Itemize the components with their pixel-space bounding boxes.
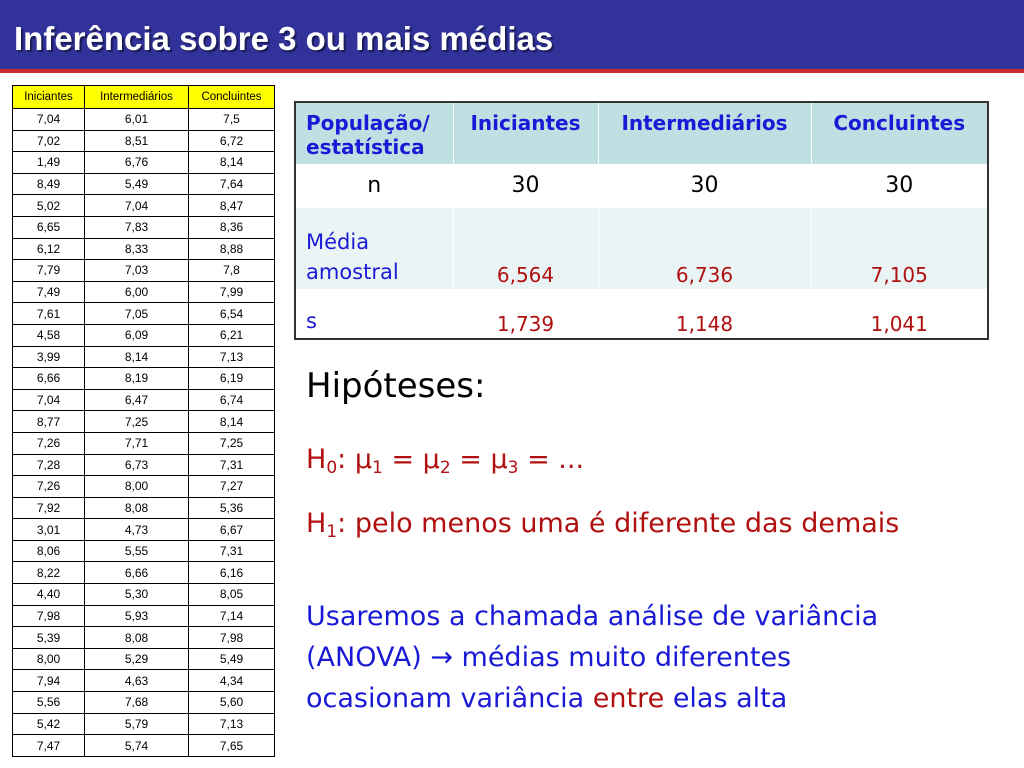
raw-data-cell: 4,73 xyxy=(85,519,189,541)
raw-data-cell: 6,74 xyxy=(189,389,275,411)
raw-data-cell: 5,02 xyxy=(13,195,85,217)
raw-data-cell: 6,12 xyxy=(13,238,85,260)
raw-data-cell: 6,47 xyxy=(85,389,189,411)
raw-data-cell: 6,66 xyxy=(85,562,189,584)
mu-subscript: 3 xyxy=(507,458,519,478)
raw-data-cell: 7,28 xyxy=(13,454,85,476)
raw-data-cell: 7,25 xyxy=(189,432,275,454)
raw-data-row xyxy=(13,648,275,670)
raw-data-cell: 8,49 xyxy=(13,173,85,195)
summary-header-concluintes: Concluintes xyxy=(811,102,988,164)
raw-data-cell: 7,8 xyxy=(189,260,275,282)
anova-line3b: elas alta xyxy=(664,683,788,714)
summary-header-population xyxy=(295,102,453,164)
raw-data-cell: 7,49 xyxy=(13,281,85,303)
raw-data-cell: 8,05 xyxy=(189,584,275,606)
header-stat-text: estatística xyxy=(306,135,425,159)
title-divider xyxy=(0,69,1024,73)
raw-data-cell: 6,16 xyxy=(189,562,275,584)
anova-explanation xyxy=(306,596,1006,719)
mean-label-line1: Média xyxy=(306,229,370,254)
raw-data-cell: 7,31 xyxy=(189,454,275,476)
summary-header-iniciantes: Iniciantes xyxy=(453,102,598,164)
raw-data-cell: 7,04 xyxy=(13,109,85,131)
raw-data-cell: 4,63 xyxy=(85,670,189,692)
raw-data-cell: 7,83 xyxy=(85,216,189,238)
raw-data-row xyxy=(13,368,275,390)
s-label: s xyxy=(295,289,453,339)
h0-letter: H xyxy=(306,444,327,475)
raw-data-row xyxy=(13,411,275,433)
raw-data-cell: 6,19 xyxy=(189,368,275,390)
summary-row-n xyxy=(295,164,988,207)
s-value: 1,148 xyxy=(598,289,811,339)
raw-data-row xyxy=(13,519,275,541)
raw-data-cell: 5,36 xyxy=(189,497,275,519)
raw-data-row xyxy=(13,303,275,325)
raw-data-cell: 7,79 xyxy=(13,260,85,282)
raw-data-cell: 7,5 xyxy=(189,109,275,131)
raw-data-cell: 6,65 xyxy=(13,216,85,238)
slide-title: Inferência sobre 3 ou mais médias xyxy=(14,20,554,57)
mean-value: 6,736 xyxy=(598,207,811,289)
raw-data-cell: 8,22 xyxy=(13,562,85,584)
raw-header-concluintes: Concluintes xyxy=(189,86,275,109)
raw-data-cell: 8,06 xyxy=(13,540,85,562)
n-value: 30 xyxy=(811,164,988,207)
raw-data-cell: 6,76 xyxy=(85,152,189,174)
raw-data-cell: 7,26 xyxy=(13,476,85,498)
raw-data-cell: 6,73 xyxy=(85,454,189,476)
anova-line1: Usaremos a chamada análise de variância xyxy=(306,601,879,632)
summary-header-intermediarios: Intermediários xyxy=(598,102,811,164)
raw-data-cell: 8,19 xyxy=(85,368,189,390)
raw-data-row xyxy=(13,195,275,217)
raw-data-cell: 5,79 xyxy=(85,713,189,735)
alternative-hypothesis xyxy=(306,508,899,542)
raw-data-cell: 8,33 xyxy=(85,238,189,260)
equality-text: = ... xyxy=(518,444,585,475)
raw-data-cell: 7,05 xyxy=(85,303,189,325)
raw-data-cell: 6,01 xyxy=(85,109,189,131)
raw-data-cell: 6,72 xyxy=(189,130,275,152)
mu-symbol: μ xyxy=(422,444,440,475)
raw-data-cell: 3,99 xyxy=(13,346,85,368)
raw-data-cell: 8,14 xyxy=(189,152,275,174)
hypotheses-heading: Hipóteses: xyxy=(306,366,486,406)
raw-data-cell: 6,00 xyxy=(85,281,189,303)
h1-text: : pelo menos uma é diferente das demais xyxy=(337,508,900,539)
h1-letter: H xyxy=(306,508,327,539)
raw-data-cell: 7,02 xyxy=(13,130,85,152)
raw-data-cell: 8,08 xyxy=(85,497,189,519)
h0-colon: : xyxy=(337,444,347,475)
raw-data-cell: 7,14 xyxy=(189,605,275,627)
raw-data-row xyxy=(13,454,275,476)
raw-data-cell: 7,98 xyxy=(189,627,275,649)
raw-data-cell: 7,99 xyxy=(189,281,275,303)
raw-data-cell: 7,92 xyxy=(13,497,85,519)
n-value: 30 xyxy=(598,164,811,207)
raw-data-cell: 6,66 xyxy=(13,368,85,390)
raw-data-cell: 7,13 xyxy=(189,346,275,368)
raw-data-cell: 5,55 xyxy=(85,540,189,562)
title-bar xyxy=(0,0,1024,69)
raw-data-row xyxy=(13,346,275,368)
raw-data-cell: 6,54 xyxy=(189,303,275,325)
raw-data-cell: 5,49 xyxy=(85,173,189,195)
raw-data-cell: 5,39 xyxy=(13,627,85,649)
raw-data-row xyxy=(13,627,275,649)
raw-data-row xyxy=(13,130,275,152)
raw-data-cell: 7,27 xyxy=(189,476,275,498)
h1-subscript: 1 xyxy=(326,522,338,542)
raw-header-row xyxy=(13,86,275,109)
raw-data-cell: 5,93 xyxy=(85,605,189,627)
raw-data-row xyxy=(13,735,275,757)
raw-data-cell: 6,09 xyxy=(85,324,189,346)
raw-data-cell: 5,74 xyxy=(85,735,189,757)
raw-data-cell: 5,42 xyxy=(13,713,85,735)
summary-row-mean xyxy=(295,207,988,289)
raw-data-cell: 8,51 xyxy=(85,130,189,152)
raw-data-row xyxy=(13,238,275,260)
raw-data-row xyxy=(13,713,275,735)
raw-data-cell: 4,40 xyxy=(13,584,85,606)
raw-data-cell: 7,47 xyxy=(13,735,85,757)
mean-label xyxy=(295,207,453,289)
raw-data-cell: 8,47 xyxy=(189,195,275,217)
raw-data-row xyxy=(13,281,275,303)
raw-data-cell: 6,67 xyxy=(189,519,275,541)
equality-text: = xyxy=(450,444,491,475)
raw-data-cell: 1,49 xyxy=(13,152,85,174)
summary-table xyxy=(294,101,989,340)
raw-header-iniciantes: Iniciantes xyxy=(13,86,85,109)
raw-data-cell: 8,00 xyxy=(13,648,85,670)
arrow-right-icon: → xyxy=(430,642,453,673)
mu-symbol: μ xyxy=(354,444,373,475)
anova-line3a: ocasionam variância xyxy=(306,683,593,714)
raw-data-cell: 7,94 xyxy=(13,670,85,692)
anova-entre: entre xyxy=(592,683,665,714)
raw-data-cell: 4,58 xyxy=(13,324,85,346)
raw-data-cell: 7,13 xyxy=(189,713,275,735)
s-value: 1,041 xyxy=(811,289,988,339)
raw-data-row xyxy=(13,260,275,282)
raw-data-cell: 5,30 xyxy=(85,584,189,606)
raw-data-row xyxy=(13,173,275,195)
mu-symbol: μ xyxy=(490,444,508,475)
raw-data-row xyxy=(13,432,275,454)
raw-data-row xyxy=(13,497,275,519)
raw-data-cell: 8,88 xyxy=(189,238,275,260)
raw-data-cell: 8,77 xyxy=(13,411,85,433)
summary-row-s xyxy=(295,289,988,339)
raw-data-cell: 8,14 xyxy=(85,346,189,368)
raw-data-cell: 7,25 xyxy=(85,411,189,433)
mean-value: 7,105 xyxy=(811,207,988,289)
raw-data-cell: 5,60 xyxy=(189,692,275,714)
s-value: 1,739 xyxy=(453,289,598,339)
raw-data-cell: 7,61 xyxy=(13,303,85,325)
raw-data-table xyxy=(12,85,275,757)
n-value: 30 xyxy=(453,164,598,207)
raw-data-cell: 7,26 xyxy=(13,432,85,454)
mean-value: 6,564 xyxy=(453,207,598,289)
raw-data-cell: 8,08 xyxy=(85,627,189,649)
raw-data-cell: 7,64 xyxy=(189,173,275,195)
n-label: n xyxy=(295,164,453,207)
raw-data-cell: 7,65 xyxy=(189,735,275,757)
h0-expression xyxy=(354,444,585,478)
raw-data-cell: 7,04 xyxy=(85,195,189,217)
null-hypothesis xyxy=(306,444,584,478)
raw-data-cell: 6,21 xyxy=(189,324,275,346)
raw-data-cell: 7,04 xyxy=(13,389,85,411)
raw-data-row xyxy=(13,476,275,498)
summary-header-row xyxy=(295,102,988,164)
raw-data-row xyxy=(13,152,275,174)
raw-data-cell: 7,68 xyxy=(85,692,189,714)
raw-data-cell: 7,03 xyxy=(85,260,189,282)
raw-data-cell: 7,98 xyxy=(13,605,85,627)
raw-data-row xyxy=(13,109,275,131)
raw-data-cell: 3,01 xyxy=(13,519,85,541)
anova-line2b: médias muito diferentes xyxy=(452,642,792,673)
raw-data-cell: 8,00 xyxy=(85,476,189,498)
raw-data-cell: 8,14 xyxy=(189,411,275,433)
raw-data-row xyxy=(13,562,275,584)
mu-subscript: 2 xyxy=(439,458,451,478)
raw-data-row xyxy=(13,692,275,714)
raw-data-body xyxy=(13,109,275,757)
raw-data-row xyxy=(13,389,275,411)
raw-data-cell: 5,29 xyxy=(85,648,189,670)
raw-data-row xyxy=(13,584,275,606)
header-pop-text: População/ xyxy=(306,111,430,135)
raw-header-intermediarios: Intermediários xyxy=(85,86,189,109)
raw-data-row xyxy=(13,540,275,562)
anova-line2a: (ANOVA) xyxy=(306,642,431,673)
raw-data-row xyxy=(13,605,275,627)
raw-data-cell: 8,36 xyxy=(189,216,275,238)
raw-data-cell: 7,31 xyxy=(189,540,275,562)
h0-subscript: 0 xyxy=(326,458,338,478)
raw-data-cell: 5,56 xyxy=(13,692,85,714)
equality-text: = xyxy=(382,444,423,475)
raw-data-cell: 7,71 xyxy=(85,432,189,454)
mu-subscript: 1 xyxy=(372,458,383,478)
raw-data-cell: 5,49 xyxy=(189,648,275,670)
raw-data-row xyxy=(13,216,275,238)
raw-data-row xyxy=(13,670,275,692)
raw-data-cell: 4,34 xyxy=(189,670,275,692)
raw-data-row xyxy=(13,324,275,346)
mean-label-line2: amostral xyxy=(306,259,399,284)
